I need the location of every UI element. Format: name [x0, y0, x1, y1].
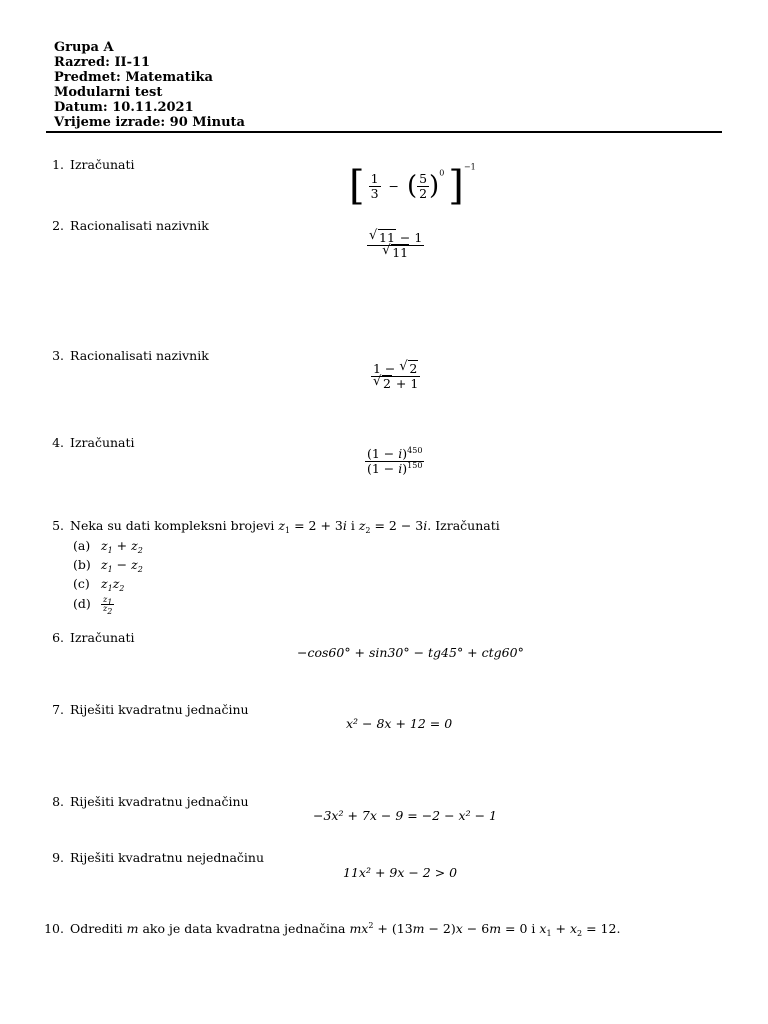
test-header — [54, 40, 245, 130]
date-label: Datum: 10.11.2021 — [54, 100, 194, 115]
question-10-text-mid2: i — [531, 921, 536, 936]
question-10-text-mid: ako je data kvadratna jednačina — [142, 921, 346, 936]
question-8-expression: −3x² + 7x − 9 = −2 − x² − 1 — [313, 808, 497, 823]
duration-label: Vrijeme izrade: 90 Minuta — [54, 115, 245, 130]
question-10-text-start: Odrediti — [70, 921, 123, 936]
group-label: Grupa A — [54, 40, 114, 55]
question-1-expression: [ $\frac{1}{3}$ − ( $\frac{5}{2}$ )$^0$ ]$^{-1}$ — [349, 162, 476, 209]
question-4-expression: $\frac{(1 - i)^{450}}{(1 - i)^{150}}$ — [367, 446, 423, 476]
question-10-text-end: . — [616, 921, 621, 936]
subject-label: Predmet: Matematika — [54, 70, 213, 85]
question-2-expression: √ 11 − 1 √ 11 — [369, 228, 423, 260]
question-3-expression: 1 − √ 2 √ 2 + 1 — [373, 359, 419, 391]
question-6-expression: −cos60° + sin30° − tg45° + ctg60° — [297, 645, 524, 660]
question-5-text-start: Neka su dati kompleksni brojevi — [70, 518, 275, 533]
question-5-text-mid: i — [350, 518, 355, 533]
question-7-expression: x² − 8x + 12 = 0 — [346, 716, 453, 731]
header-divider — [46, 131, 722, 133]
question-5-text-end: . Izračunati — [427, 518, 500, 533]
class-label: Razred: II-11 — [54, 55, 151, 70]
test-type-label: Modularni test — [54, 85, 163, 100]
question-9-expression: 11x² + 9x − 2 > 0 — [343, 865, 458, 880]
